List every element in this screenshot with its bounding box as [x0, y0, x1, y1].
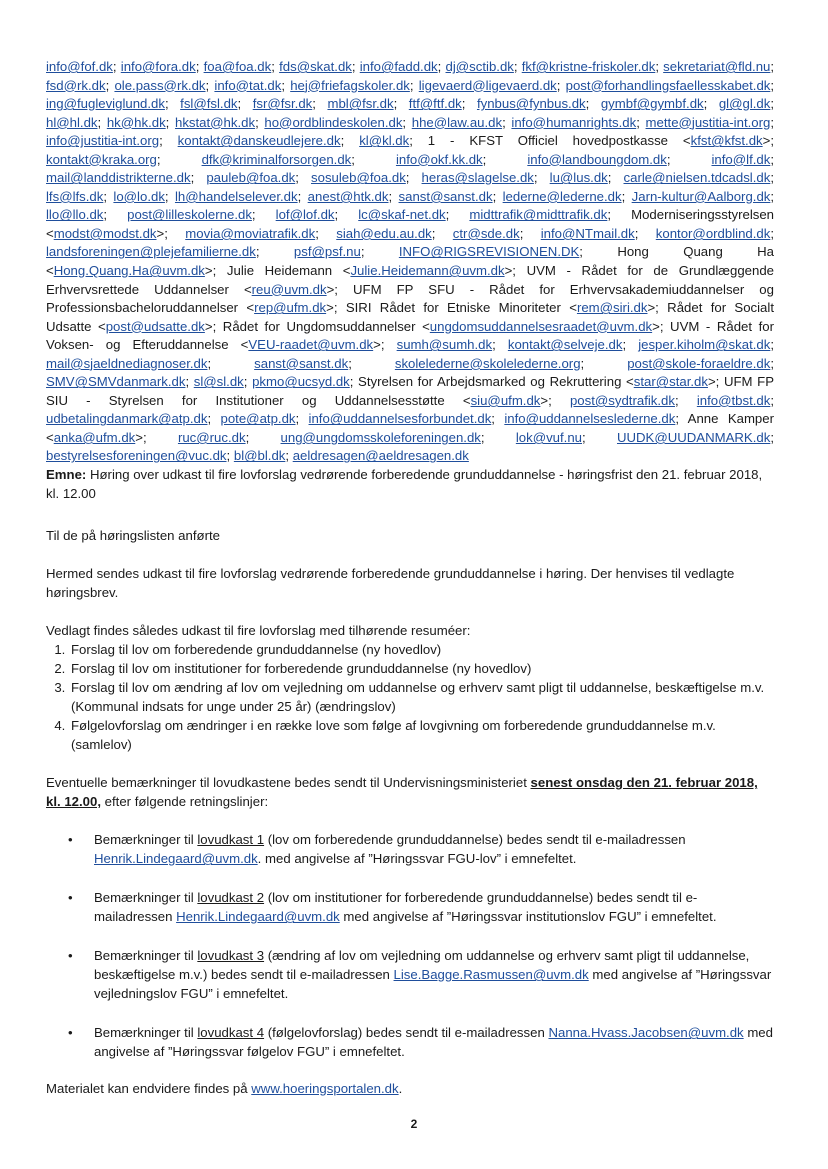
recipient-text: ;	[245, 429, 281, 445]
recipient-text: ;	[621, 188, 632, 204]
recipient-email-link[interactable]: lederne@lederne.dk	[502, 188, 622, 204]
recipient-text: >;	[373, 337, 397, 353]
recipient-text: >; SIRI Rådet for Etniske Minoriteter <	[326, 300, 577, 316]
recipient-text: ;	[165, 114, 175, 130]
proposal-list	[46, 640, 774, 754]
recipient-text: ;	[190, 170, 207, 186]
recipient-email-link[interactable]: mail@landdistrikterne.dk	[46, 170, 191, 186]
guideline-item	[68, 946, 774, 1003]
guideline-text: Bemærkninger til	[94, 948, 198, 964]
recipient-text: ; Moderniseringsstyrelsen <	[46, 207, 775, 241]
recipient-email-link[interactable]: heras@slagelse.dk	[421, 170, 534, 186]
recipient-email-link[interactable]: hkstat@hk.dk	[174, 114, 256, 130]
recipient-text: ;	[636, 114, 646, 130]
intro-paragraph: Hermed sendes udkast til fire lovforslag vedrørende forberedende grunduddannelse i høring. Der henvises til vedlagte høringsbrev.	[46, 566, 735, 601]
recipient-text: ;	[243, 374, 253, 390]
recipient-email-link[interactable]: siah@edu.au.dk	[336, 225, 432, 241]
email-link[interactable]: Lise.Bagge.Rasmussen@uvm.dk	[393, 967, 589, 983]
recipient-email-link[interactable]: lh@handelselever.dk	[174, 188, 298, 204]
recipient-text: ;	[770, 77, 775, 93]
portal-paragraph	[46, 1079, 774, 1098]
recipient-email-link[interactable]: pauleb@foa.dk	[206, 170, 296, 186]
recipient-email-link[interactable]: ho@ordblindeskolen.dk	[264, 114, 403, 130]
recipient-email-link[interactable]: movia@moviatrafik.dk	[185, 225, 316, 241]
recipient-text: ;	[607, 170, 624, 186]
recipient-text: ;	[703, 96, 719, 112]
guideline-text: Bemærkninger til	[94, 832, 198, 848]
recipient-email-link[interactable]: bl@bl.dk	[233, 448, 286, 464]
recipient-email-link[interactable]: fsl@fsl.dk	[180, 96, 238, 112]
recipient-text: ; 1 - KFST Officiel hovedpostkasse <	[409, 133, 691, 149]
recipient-email-link[interactable]: fsr@fsr.dk	[252, 96, 313, 112]
subject-line	[46, 466, 774, 503]
recipient-text: ;	[666, 151, 712, 167]
recipient-text: ;	[585, 96, 601, 112]
recipient-text: ;	[770, 96, 775, 112]
recipient-email-link[interactable]: hl@hl.dk	[46, 114, 98, 130]
recipient-text: ;	[360, 244, 399, 260]
recipient-text: ;	[770, 225, 775, 241]
email-link[interactable]: Nanna.Hvass.Jacobsen@uvm.dk	[548, 1025, 744, 1041]
recipient-text: ;	[393, 96, 409, 112]
recipient-text: ;	[482, 151, 528, 167]
recipient-email-link[interactable]: modst@modst.dk	[53, 225, 157, 241]
recipient-email-link[interactable]: info@landboungdom.dk	[527, 151, 667, 167]
recipient-email-link[interactable]: Jarn-kultur@Aalborg.dk	[631, 188, 771, 204]
recipient-text: ;	[770, 151, 774, 167]
recipient-email-link[interactable]: dj@sctib.dk	[445, 59, 514, 74]
recipient-text: ;	[492, 188, 503, 204]
recipient-text: ;	[295, 411, 309, 427]
recipient-email-link[interactable]: fkf@kristne-friskoler.dk	[521, 59, 656, 74]
recipient-text: ; Hong Quang Ha <	[46, 244, 775, 279]
recipient-text: ;	[533, 170, 550, 186]
guideline-item	[68, 1023, 774, 1061]
recipient-text: ;	[492, 337, 508, 353]
recipient-text: ;	[156, 151, 202, 167]
attachments-intro: Vedlagt findes således udkast til fire lovforslag med tilhørende resuméer:	[46, 623, 471, 639]
recipient-text: ;	[519, 225, 541, 241]
recipient-email-link[interactable]: post@skole-foraeldre.dk	[627, 355, 771, 371]
recipient-email-link[interactable]: dfk@kriminalforsorgen.dk	[201, 151, 352, 167]
recipient-email-link[interactable]: info@fof.dk	[46, 59, 113, 74]
recipient-email-link[interactable]: info@fadd.dk	[359, 59, 438, 74]
email-link[interactable]: Henrik.Lindegaard@uvm.dk	[176, 909, 340, 925]
recipient-text: >; Rådet for Socialt Udsatte <	[46, 300, 774, 334]
recipient-email-link[interactable]: info@humanrights.dk	[511, 114, 637, 130]
guideline-text: . med angivelse af ”Høringssvar FGU-lov” i emnefeltet.	[257, 851, 577, 867]
bullet-icon: •	[68, 890, 73, 906]
recipient-email-link[interactable]: VEU-raadet@uvm.dk	[248, 337, 374, 353]
recipient-text: >;	[540, 392, 570, 408]
recipient-email-link[interactable]: skolelederne@skolelederne.org	[394, 355, 581, 371]
recipient-email-link[interactable]: lc@skaf-net.dk	[358, 207, 446, 223]
recipient-email-link[interactable]: reu@uvm.dk	[251, 281, 327, 297]
recipient-email-link[interactable]: ftf@ftf.dk	[408, 96, 462, 112]
recipient-text: ;	[281, 77, 291, 93]
guideline-text: (lov om institutioner for forberedende grunduddannelse) bedes sendt til e-mailadressen	[94, 890, 698, 925]
recipient-text: ;	[297, 188, 308, 204]
recipient-email-link[interactable]: ole.pass@rk.dk	[114, 77, 206, 93]
proposal-item: 1. Forslag til lov om forberedende grunduddannelse (ny hovedlov)	[69, 640, 774, 659]
guideline-text: med angivelse af ”Høringssvar institutionslov FGU” i emnefeltet.	[339, 909, 717, 925]
recipient-text: ;	[770, 337, 775, 353]
draft-reference: lovudkast 3	[197, 948, 265, 964]
proposal-item: 4. Følgelovforslag om ændringer i en række love som følge af lovgivning om forberedende grunduddannelse m.v. (samlelov)	[69, 716, 774, 754]
recipient-email-link[interactable]: gl@gl.dk	[718, 96, 771, 112]
proposal-item: 2. Forslag til lov om institutioner for forberedende grunduddannelse (ny hovedlov)	[69, 659, 774, 678]
recipient-text: ;	[770, 114, 775, 130]
recipient-email-link[interactable]: sl@sl.dk	[193, 374, 244, 390]
recipient-text: >;	[762, 133, 774, 149]
recipient-text: ;	[348, 355, 395, 371]
recipient-email-link[interactable]: pkmo@ucsyd.dk	[252, 374, 350, 390]
recipient-text: ;	[195, 59, 204, 74]
recipient-email-link[interactable]: lof@lof.dk	[275, 207, 335, 223]
guideline-item	[68, 830, 774, 868]
submission-guidelines	[46, 830, 774, 1061]
recipient-email-link[interactable]: jesper.kiholm@skat.dk	[638, 337, 771, 353]
recipient-email-link[interactable]: mette@justitia-int.org	[645, 114, 771, 130]
portal-text: .	[398, 1081, 403, 1097]
recipient-text: ;	[556, 77, 566, 93]
recipient-text: ;	[582, 429, 617, 445]
recipient-email-link[interactable]: star@star.dk	[633, 374, 708, 390]
recipient-text: >; UFM FP SFU - Rådet for Erhvervsakademiuddannelser og Professionsbacheloruddannelser <	[46, 281, 774, 316]
portal-text: Materialet kan endvidere findes på	[46, 1081, 252, 1097]
recipient-text: ;	[655, 59, 664, 74]
recipient-text: ;	[112, 59, 121, 74]
recipient-text: ;	[255, 114, 265, 130]
recipient-email-link[interactable]: ctr@sde.dk	[452, 225, 520, 241]
recipient-email-link[interactable]: ing@fugleviglund.dk	[46, 96, 165, 112]
recipient-email-link[interactable]: info@uddannelseslederne.dk	[504, 411, 676, 427]
recipient-email-link[interactable]: Julie.Heidemann@uvm.dk	[350, 263, 505, 279]
recipient-email-link[interactable]: kl@kl.dk	[359, 133, 410, 149]
recipient-email-link[interactable]: SMV@SMVdanmark.dk	[46, 374, 186, 390]
recipient-email-link[interactable]: landsforeningen@plejefamilierne.dk	[46, 244, 256, 260]
recipient-text: ;	[437, 59, 446, 74]
recipient-email-link[interactable]: post@sydtrafik.dk	[569, 392, 675, 408]
recipient-email-link[interactable]: post@lilleskolerne.dk	[127, 207, 252, 223]
recipient-text: ;	[491, 411, 505, 427]
recipient-email-link[interactable]: ligevaerd@ligevaerd.dk	[418, 77, 557, 93]
recipient-text: ;	[351, 59, 360, 74]
recipient-text: ;	[164, 96, 181, 112]
recipient-email-link[interactable]: Hong.Quang.Ha@uvm.dk	[53, 263, 205, 279]
recipient-text: ;	[159, 133, 178, 149]
recipient-email-link[interactable]: fds@skat.dk	[279, 59, 352, 74]
recipient-email-link[interactable]: mail@sjaeldnediagnoser.dk	[46, 355, 208, 371]
recipient-text: ;	[164, 188, 175, 204]
recipient-text: ;	[185, 374, 194, 390]
page-number: 2	[410, 1117, 418, 1131]
draft-reference: lovudkast 4	[197, 1025, 265, 1041]
guideline-item	[68, 888, 774, 926]
recipient-text: >;	[135, 429, 178, 445]
recipient-email-link[interactable]: info@tat.dk	[214, 77, 282, 93]
recipient-email-link[interactable]: hhe@law.au.dk	[411, 114, 503, 130]
guideline-text: Bemærkninger til	[94, 890, 198, 906]
bullet-icon: •	[68, 832, 73, 848]
recipient-text: ;	[502, 114, 512, 130]
recipient-text: ;	[445, 207, 470, 223]
recipient-email-link[interactable]: lfs@lfs.dk	[46, 188, 104, 204]
recipient-email-link[interactable]: rem@siri.dk	[576, 300, 648, 316]
guideline-text: Bemærkninger til	[94, 1025, 198, 1041]
recipient-email-link[interactable]: pote@atp.dk	[220, 411, 296, 427]
recipient-email-link[interactable]: anest@htk.dk	[307, 188, 389, 204]
recipient-email-link[interactable]: ruc@ruc.dk	[177, 429, 246, 445]
recipient-text: ;	[315, 225, 337, 241]
recipient-text: ;	[674, 392, 697, 408]
guideline-text: (følgelovforslag) bedes sendt til e-mailadressen	[264, 1025, 549, 1041]
recipient-email-link[interactable]: anka@ufm.dk	[53, 429, 136, 445]
recipient-email-link[interactable]: info@uddannelsesforbundet.dk	[308, 411, 492, 427]
bullet-icon: •	[68, 948, 73, 964]
email-body	[46, 58, 774, 1098]
recipient-text: >; Julie Heidemann <	[204, 263, 351, 279]
recipient-text: ;	[205, 77, 215, 93]
recipient-email-link[interactable]: foa@foa.dk	[203, 59, 272, 74]
recipient-text: >; UVM - Rådet for Voksen- og Efteruddannelse <	[46, 318, 774, 353]
recipient-text: >; UFM FP SIU - Styrelsen for Institutioner og Uddannelsesstøtte <	[46, 374, 775, 408]
recipient-email-link[interactable]: bestyrelsesforeningen@vuc.dk	[46, 448, 227, 464]
recipient-text: ;	[312, 96, 328, 112]
subject-text: Høring over udkast til fire lovforslag vedrørende forberedende grunduddannelse - høringsfrist den 21. februar 2018, kl. 12.00	[46, 467, 763, 501]
subject-label: Emne:	[46, 467, 87, 483]
recipient-text: ;	[103, 188, 114, 204]
recipient-text: >; UVM - Rådet for de Grundlæggende Erhvervsrettede Uddannelser <	[46, 263, 775, 297]
recipient-email-link[interactable]: info@tbst.dk	[696, 392, 771, 408]
recipient-text: ;	[105, 77, 115, 93]
recipient-email-link[interactable]: mbl@fsr.dk	[327, 96, 394, 112]
recipient-text: ;	[97, 114, 107, 130]
guideline-text: med angivelse af ”Høringssvar vejledningslov FGU” i emnefeltet.	[94, 967, 772, 1002]
recipient-email-link[interactable]: sosuleb@foa.dk	[311, 170, 406, 186]
recipient-text: ;	[431, 225, 453, 241]
recipient-email-link[interactable]: kontakt@kraka.org	[46, 151, 157, 167]
recipient-text: ;	[770, 59, 775, 74]
draft-reference: lovudkast 1	[197, 832, 265, 848]
recipient-email-link[interactable]: midttrafik@midttrafik.dk	[469, 207, 608, 223]
recipient-text: ;	[207, 411, 221, 427]
recipient-text: ;	[409, 77, 419, 93]
recipient-email-link[interactable]: kfst@kfst.dk	[690, 133, 763, 149]
recipient-email-link[interactable]: kontakt@danskeudlejere.dk	[177, 133, 341, 149]
guideline-text: med angivelse af ”Høringssvar følgelov FGU” i emnefeltet.	[94, 1025, 773, 1060]
remarks-pre: Eventuelle bemærkninger til lovudkastene bedes sendt til Undervisningsministeriet	[46, 775, 531, 791]
recipient-email-link[interactable]: post@udsatte.dk	[105, 318, 205, 334]
recipient-email-link[interactable]: gymbf@gymbf.dk	[600, 96, 704, 112]
remarks-post: efter følgende retningslinjer:	[101, 794, 269, 810]
recipient-text: ;	[770, 392, 775, 408]
recipient-text: ; Anne Kamper <	[46, 411, 774, 445]
recipient-text: ;	[580, 355, 628, 371]
recipient-email-link[interactable]: info@NTmail.dk	[540, 225, 635, 241]
recipient-list	[46, 58, 774, 466]
guideline-text: (ændring af lov om vejledning om uddannelse og erhverv samt pligt til uddannelse, beskæftigelse m.v.) bedes sendt til e-mailadressen	[94, 948, 750, 983]
recipient-text: ;	[622, 337, 639, 353]
recipient-email-link[interactable]: hej@friefagskoler.dk	[290, 77, 410, 93]
deadline-text: senest onsdag den 21. februar 2018, kl. 12.00,	[46, 775, 758, 810]
remarks-paragraph	[46, 773, 774, 811]
recipient-email-link[interactable]: sanst@sanst.dk	[254, 355, 349, 371]
recipient-email-link[interactable]: llo@llo.dk	[46, 207, 104, 223]
recipient-email-link[interactable]: siu@ufm.dk	[470, 392, 541, 408]
recipient-text: ;	[255, 244, 294, 260]
recipient-email-link[interactable]: UUDK@UUDANMARK.dk	[616, 429, 771, 445]
recipient-text: ; Styrelsen for Arbejdsmarked og Rekruttering <	[349, 374, 634, 390]
recipient-email-link[interactable]: sanst@sanst.dk	[398, 188, 493, 204]
recipient-email-link[interactable]: INFO@RIGSREVISIONEN.DK	[398, 244, 580, 260]
recipient-text: ;	[285, 448, 293, 464]
recipient-text: ;	[207, 355, 255, 371]
recipient-email-link[interactable]: kontor@ordblind.dk	[655, 225, 771, 241]
recipient-text: ;	[251, 207, 276, 223]
bullet-icon: •	[68, 1025, 73, 1041]
recipient-email-link[interactable]: fynbus@fynbus.dk	[476, 96, 586, 112]
guideline-text: (lov om forberedende grunduddannelse) bedes sendt til e-mailadressen	[264, 832, 686, 848]
recipient-email-link[interactable]: info@lf.dk	[711, 151, 771, 167]
recipient-text: ;	[295, 170, 312, 186]
recipient-email-link[interactable]: info@okf.kk.dk	[395, 151, 483, 167]
recipient-text: ;	[388, 188, 399, 204]
recipient-text: ;	[770, 170, 774, 186]
recipient-email-link[interactable]: carle@nielsen.tdcadsl.dk	[623, 170, 771, 186]
recipient-email-link[interactable]: info@fora.dk	[120, 59, 196, 74]
recipient-email-link[interactable]: lo@lo.dk	[113, 188, 165, 204]
draft-reference: lovudkast 2	[197, 890, 265, 906]
recipient-text: ;	[770, 355, 775, 371]
recipient-email-link[interactable]: sumh@sumh.dk	[396, 337, 493, 353]
recipient-email-link[interactable]: lu@lus.dk	[549, 170, 608, 186]
recipient-email-link[interactable]: fsd@rk.dk	[46, 77, 106, 93]
recipient-text: ;	[351, 151, 396, 167]
recipient-email-link[interactable]: ung@ungdomsskoleforeningen.dk	[280, 429, 481, 445]
recipient-email-link[interactable]: lok@vuf.nu	[515, 429, 583, 445]
portal-link[interactable]: www.hoeringsportalen.dk	[251, 1081, 399, 1097]
recipient-text: ;	[405, 170, 422, 186]
recipient-email-link[interactable]: sekretariat@fld.nu	[663, 59, 771, 74]
recipient-text: >; Rådet for Ungdomsuddannelser <	[204, 318, 430, 334]
recipient-text: ;	[103, 207, 128, 223]
recipient-email-link[interactable]: ungdomsuddannelsesraadet@uvm.dk	[429, 318, 653, 334]
recipient-email-link[interactable]: rep@ufm.dk	[254, 300, 327, 316]
recipient-text: ;	[480, 429, 516, 445]
recipient-email-link[interactable]: aeldresagen@aeldresagen.dk	[292, 448, 469, 464]
recipient-email-link[interactable]: kontakt@selveje.dk	[507, 337, 623, 353]
recipient-text: ;	[634, 225, 656, 241]
recipient-text: ;	[461, 96, 477, 112]
recipient-text: ;	[513, 59, 522, 74]
salutation: Til de på høringslisten anførte	[46, 528, 220, 544]
recipient-text: ;	[271, 59, 280, 74]
proposal-item: 3. Forslag til lov om ændring af lov om vejledning om uddannelse og erhverv samt pligt til uddannelse, beskæftigelse m.v. (Kommunal indsats for unge under 25 år) (ændringslov)	[69, 678, 774, 716]
recipient-text: ;	[226, 448, 234, 464]
recipient-email-link[interactable]: post@forhandlingsfaellesskabet.dk	[565, 77, 771, 93]
recipient-text: ;	[340, 133, 360, 149]
email-link[interactable]: Henrik.Lindegaard@uvm.dk	[94, 851, 258, 867]
recipient-text: ;	[402, 114, 412, 130]
recipient-text: ;	[770, 429, 774, 445]
recipient-text: ;	[770, 188, 775, 204]
recipient-email-link[interactable]: info@justitia-int.org	[46, 133, 160, 149]
recipient-text: ;	[237, 96, 253, 112]
recipient-text: ;	[334, 207, 359, 223]
recipient-email-link[interactable]: udbetalingdanmark@atp.dk	[46, 411, 208, 427]
recipient-email-link[interactable]: psf@psf.nu	[293, 244, 361, 260]
recipient-text: >;	[156, 225, 186, 241]
recipient-email-link[interactable]: hk@hk.dk	[106, 114, 166, 130]
